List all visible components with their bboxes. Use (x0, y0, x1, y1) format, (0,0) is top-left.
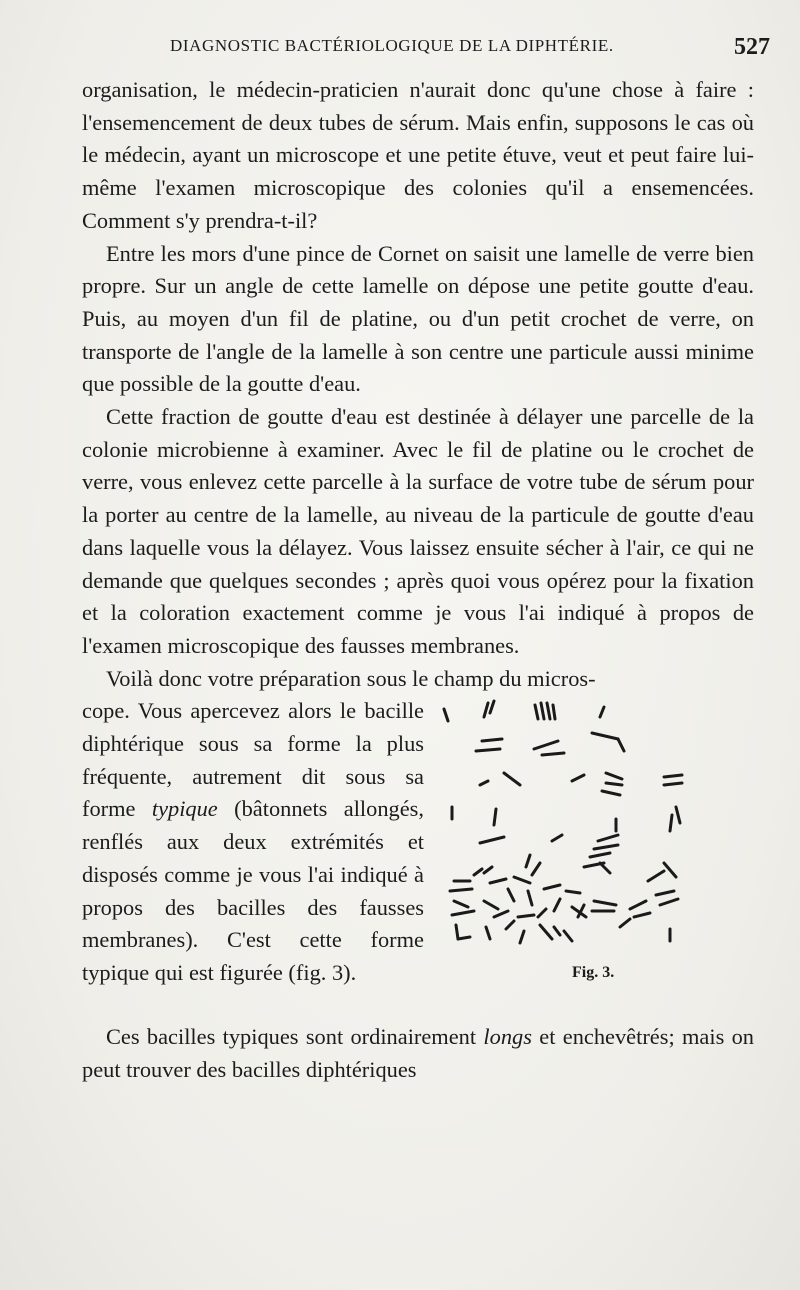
paragraph-5 (82, 1021, 754, 1086)
figure-3 (434, 695, 754, 1021)
bacilli-illustration (434, 695, 754, 955)
paragraph-4-continued (82, 695, 424, 989)
paragraph-4-italic: typique (151, 796, 218, 822)
page-number: 527 (734, 34, 770, 60)
paragraph-1: organisation, le médecin-praticien n'aurait donc qu'une chose à faire : l'ensemencement de deux tubes de sérum. Mais enfin, supposons le cas où le médecin, ayant un microscope et une petite étuve, veut et peut faire lui-même l'examen microscopique des colonies qu'il a ensemencées. Comment s'y prendra-t-il? (82, 77, 754, 233)
page-body (82, 74, 754, 1087)
paragraph-3: Cette fraction de goutte d'eau est destinée à délayer une parcelle de la colonie microbienne à examiner. Avec le fil de platine ou le crochet de verre, vous enlevez cette parcelle à la surface de votre tube de sérum pour la porter au centre de la lamelle, au niveau de la particule de goutte d'eau dans laquelle vous la délayez. Vous laissez ensuite sécher à l'air, ce qui ne demande que quelques secondes ; après quoi vous opérez pour la fixation et la coloration exactement comme je vous l'ai indiqué à propos de l'examen microscopique des fausses membranes. (82, 404, 754, 658)
figure-area (82, 695, 754, 1021)
paragraph-5-italic: longs (483, 1024, 532, 1050)
running-header (84, 34, 770, 70)
paragraph-5-end: et enchevêtrés; mais on peut trouver des bacilles diphtériques (82, 1024, 754, 1083)
paragraph-5-start: Ces bacilles typiques sont ordinairement (106, 1024, 484, 1050)
paragraph-2: Entre les mors d'une pince de Cornet on saisit une lamelle de verre bien propre. Sur un angle de cette lamelle on dépose une petite goutte d'eau. Puis, au moyen d'un fil de platine, ou d'un petit crochet de verre, on transporte de l'angle de la lamelle à son centre une particule aussi minime que possible de la goutte d'eau. (82, 240, 754, 397)
paragraph-4-end: (bâtonnets allongés, renflés aux deux extrémités et disposés comme je vous l'ai indiqué à propos des bacilles des fausses membranes). C'est cette forme typique qui est figurée (fig. 3). (82, 796, 424, 985)
running-title: DIAGNOSTIC BACTÉRIOLOGIQUE DE LA DIPHTÉRIE. (170, 36, 614, 55)
paragraph-4-line-1: Voilà donc votre préparation sous le champ du micros- (106, 665, 596, 691)
paragraph-4-start: cope. Vous apercevez alors le bacille diphtérique sous sa forme la plus fréquente, autrement dit sous sa forme (82, 698, 424, 822)
figure-caption: Fig. 3. (572, 964, 615, 982)
